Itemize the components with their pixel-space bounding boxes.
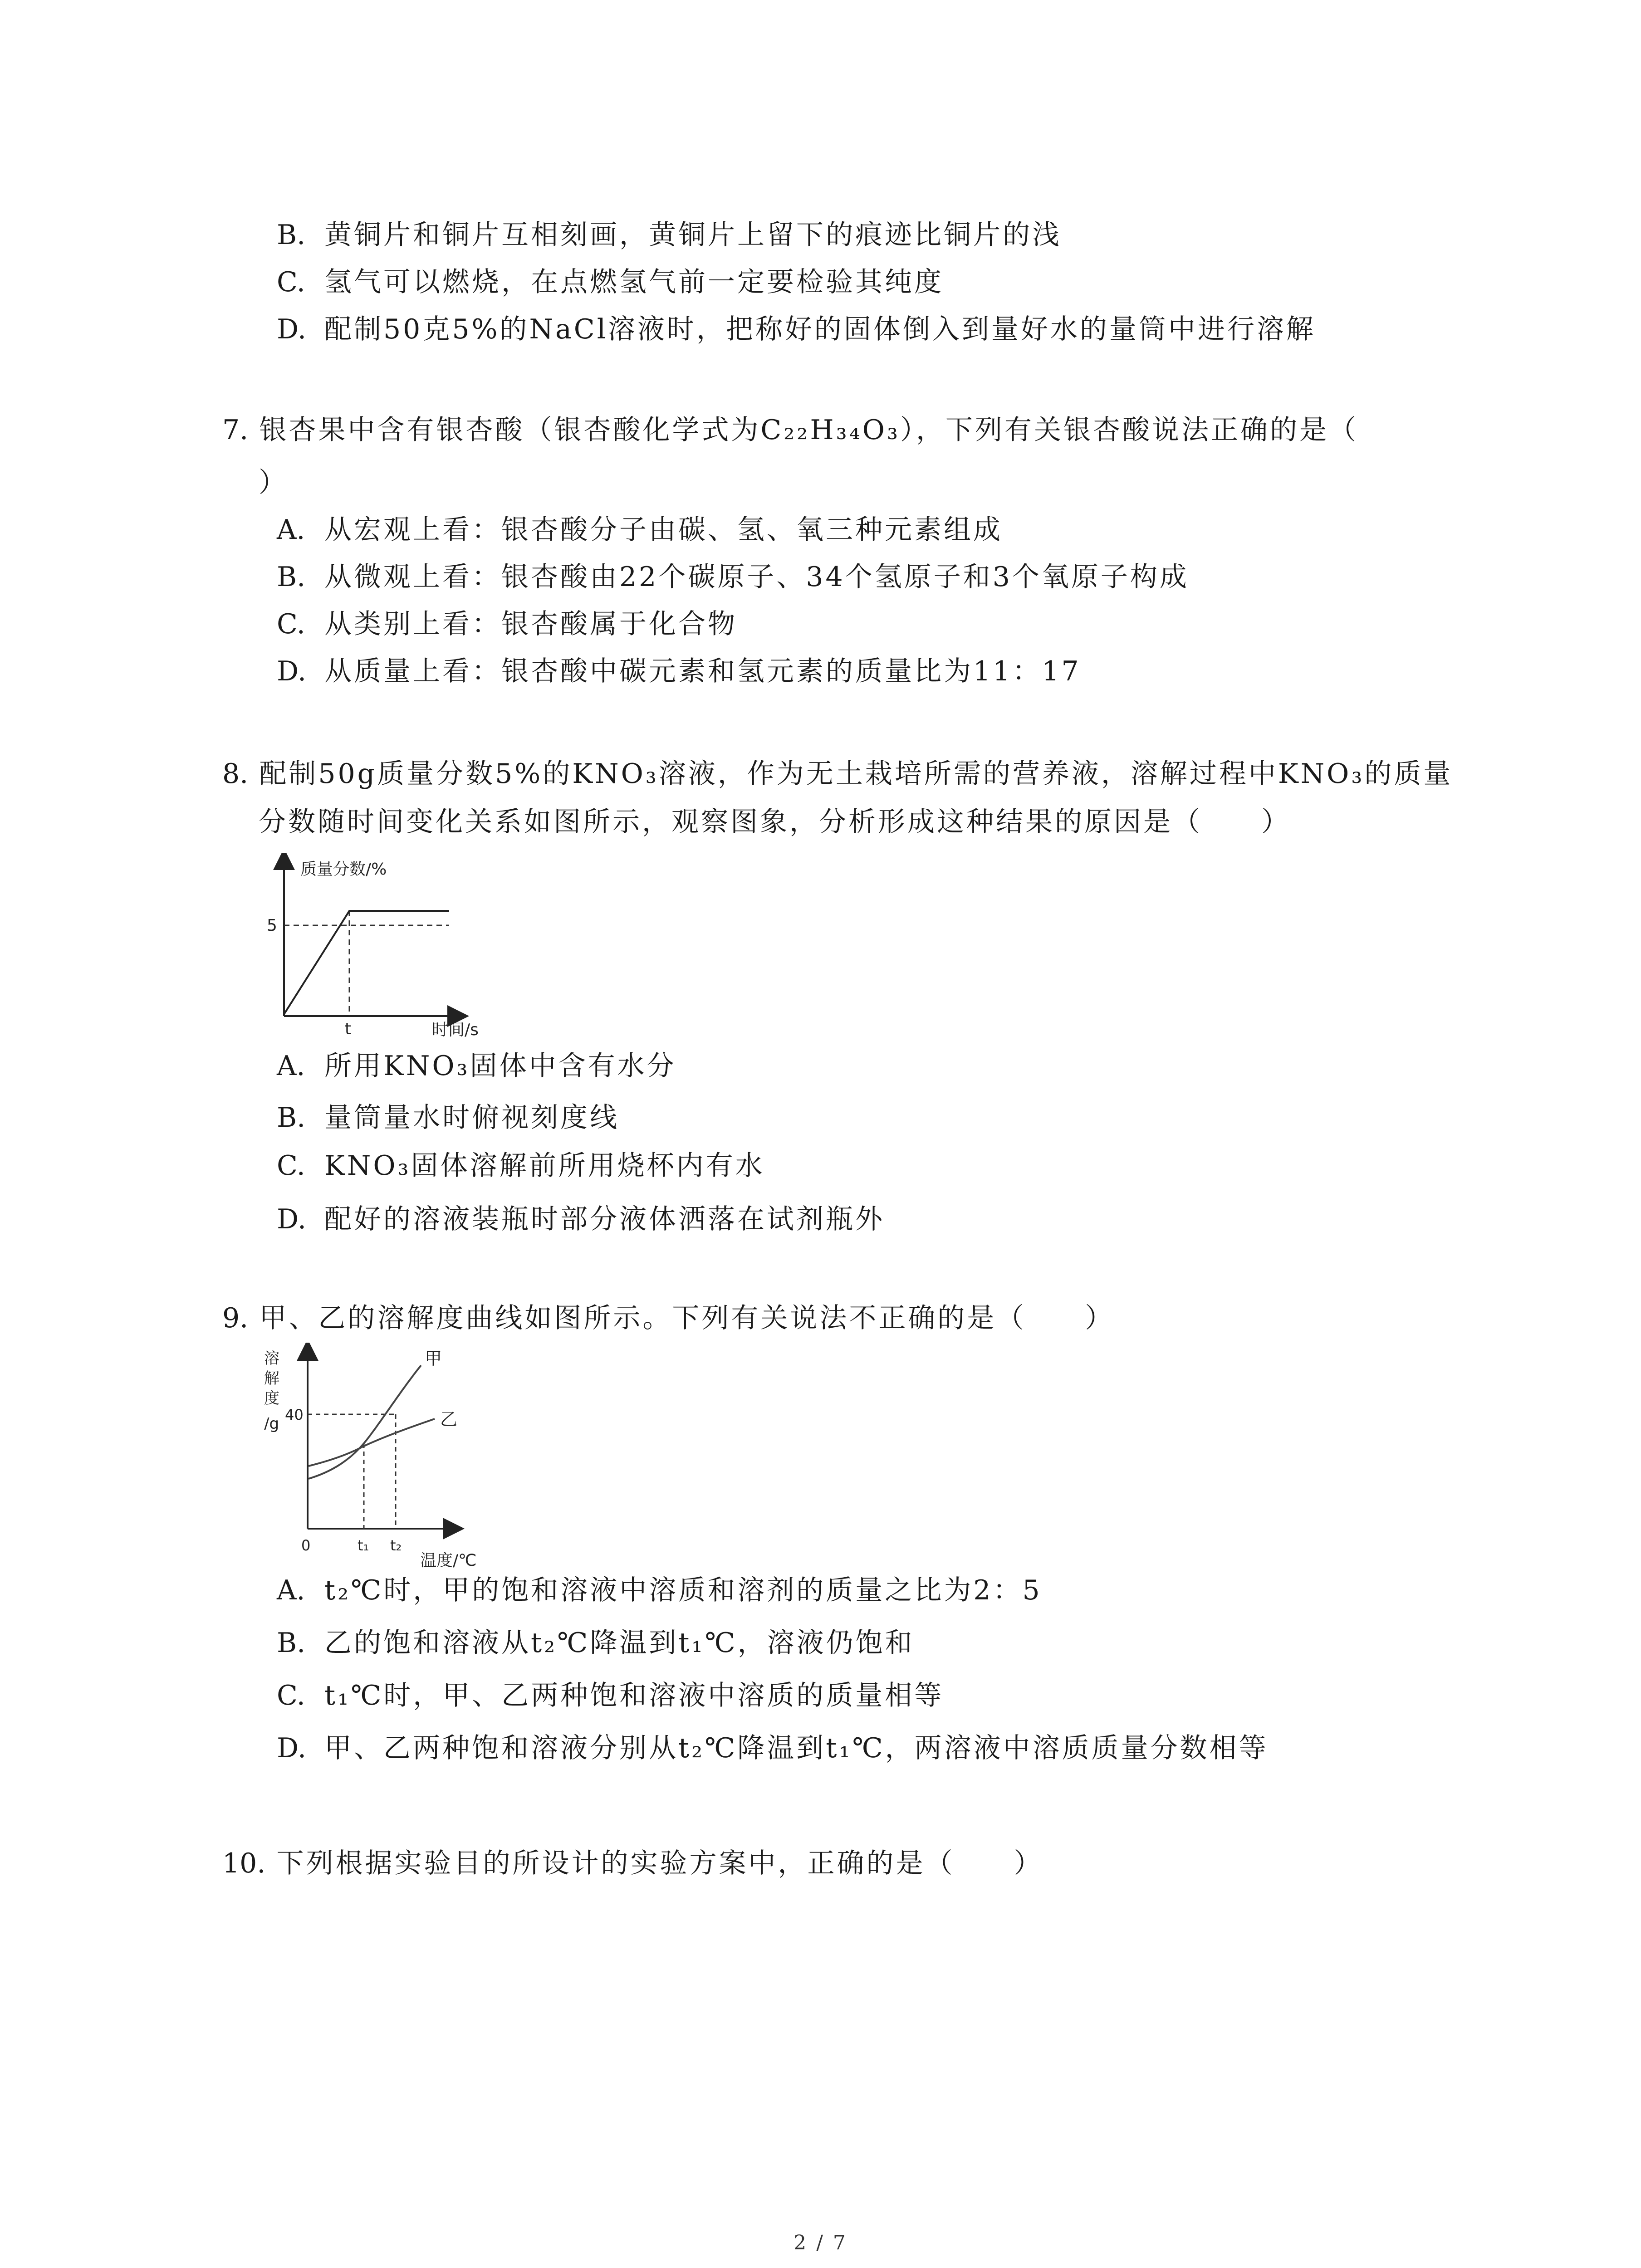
q9-solubility-graph	[254, 1343, 508, 1569]
option-label: C.	[277, 608, 305, 640]
option-text: 量筒量水时俯视刻度线	[324, 1102, 619, 1134]
option-label: B.	[277, 219, 306, 251]
curve-label-jia: 甲	[425, 1349, 442, 1369]
q6-option-b	[277, 217, 1062, 253]
option-text: 乙的饱和溶液从t₂℃降温到t₁℃，溶液仍饱和	[324, 1627, 915, 1659]
y-axis-label-line: 溶	[264, 1349, 279, 1368]
y-axis-label-line: /g	[264, 1415, 279, 1433]
x-origin-label: 0	[301, 1537, 311, 1554]
option-text: 配制50克5%的NaCl溶液时，把称好的固体倒入到量好水的量筒中进行溶解	[324, 313, 1316, 345]
question-number: 9.	[222, 1302, 249, 1334]
q8-option-a	[277, 1048, 676, 1084]
q7-stem-continued	[259, 464, 288, 501]
option-label: B.	[277, 561, 306, 593]
option-text: 配好的溶液装瓶时部分液体洒落在试剂瓶外	[324, 1203, 885, 1235]
option-label: A.	[277, 514, 305, 546]
q9-option-d	[277, 1730, 1269, 1766]
q6-option-d	[277, 311, 1316, 347]
q9-stem	[222, 1300, 1114, 1336]
q9-option-a	[277, 1572, 1042, 1608]
question-text: 银杏果中含有银杏酸（银杏酸化学式为C₂₂H₃₄O₃），下列有关银杏酸说法正确的是（	[259, 414, 1359, 446]
q7-option-a	[277, 512, 1003, 548]
mass-fraction-curve	[284, 911, 449, 1014]
option-text: 甲、乙两种饱和溶液分别从t₂℃降温到t₁℃，两溶液中溶质质量分数相等	[324, 1732, 1269, 1764]
q9-option-b	[277, 1625, 915, 1661]
y-axis-label-line: 度	[264, 1389, 279, 1408]
q10-stem	[222, 1845, 1043, 1882]
question-text: ）	[259, 467, 288, 499]
y-axis-label-line: 解	[264, 1369, 279, 1388]
option-label: C.	[277, 1150, 305, 1182]
question-text: 配制50g质量分数5%的KNO₃溶液，作为无土栽培所需的营养液，溶解过程中KNO₃的质量	[259, 758, 1453, 790]
option-text: 从质量上看：银杏酸中碳元素和氢元素的质量比为11：17	[324, 655, 1081, 687]
option-label: D.	[277, 1732, 307, 1764]
option-label: C.	[277, 266, 305, 298]
y-tick-label: 40	[285, 1406, 304, 1423]
q7-option-c	[277, 606, 737, 642]
q8-mass-fraction-graph	[263, 853, 517, 1043]
curve-label-yi: 乙	[440, 1409, 458, 1429]
q8-stem	[222, 756, 1453, 792]
option-label: B.	[277, 1627, 306, 1659]
y-tick-label: 5	[267, 916, 277, 935]
option-text: 从类别上看：银杏酸属于化合物	[324, 608, 737, 640]
x-tick-label: t	[345, 1020, 352, 1038]
option-label: B.	[277, 1102, 306, 1134]
q9-option-c	[277, 1677, 944, 1714]
option-label: D.	[277, 655, 307, 687]
option-label: C.	[277, 1680, 305, 1711]
option-label: D.	[277, 1203, 307, 1235]
page-number: 2 / 7	[794, 2231, 847, 2254]
x-tick-label-t1: t₁	[358, 1537, 369, 1554]
q7-stem	[222, 412, 1358, 448]
question-text: 分数随时间变化关系如图所示，观察图象，分析形成这种结果的原因是（ ）	[259, 806, 1291, 838]
q8-option-d	[277, 1201, 885, 1237]
option-label: A.	[277, 1574, 305, 1606]
y-axis-label: 质量分数/%	[300, 860, 387, 879]
option-text: 从宏观上看：银杏酸分子由碳、氢、氧三种元素组成	[324, 514, 1003, 546]
option-label: D.	[277, 313, 307, 345]
q7-option-d	[277, 653, 1081, 689]
question-text: 甲、乙的溶解度曲线如图所示。下列有关说法不正确的是（ ）	[259, 1302, 1115, 1334]
option-text: 氢气可以燃烧，在点燃氢气前一定要检验其纯度	[324, 266, 944, 298]
x-tick-label-t2: t₂	[390, 1537, 402, 1554]
q8-stem-continued	[259, 804, 1291, 840]
option-text: 所用KNO₃固体中含有水分	[324, 1050, 676, 1082]
q8-option-c	[277, 1148, 765, 1184]
question-text: 下列根据实验目的所设计的实验方案中，正确的是（ ）	[276, 1848, 1043, 1879]
option-text: t₂℃时，甲的饱和溶液中溶质和溶剂的质量之比为2：5	[324, 1574, 1042, 1606]
q7-option-b	[277, 559, 1189, 595]
q8-option-b	[277, 1100, 619, 1136]
question-number: 10.	[222, 1848, 266, 1879]
q6-option-c	[277, 264, 944, 300]
curve-yi	[309, 1419, 435, 1466]
x-axis-label: 温度/℃	[420, 1551, 477, 1569]
question-number: 8.	[222, 758, 249, 790]
question-number: 7.	[222, 414, 249, 446]
x-axis-label: 时间/s	[432, 1021, 479, 1039]
option-text: t₁℃时，甲、乙两种饱和溶液中溶质的质量相等	[324, 1680, 944, 1711]
option-text: KNO₃固体溶解前所用烧杯内有水	[324, 1150, 765, 1182]
option-text: 黄铜片和铜片互相刻画，黄铜片上留下的痕迹比铜片的浅	[324, 219, 1062, 251]
option-label: A.	[277, 1050, 305, 1082]
option-text: 从微观上看：银杏酸由22个碳原子、34个氢原子和3个氧原子构成	[324, 561, 1189, 593]
